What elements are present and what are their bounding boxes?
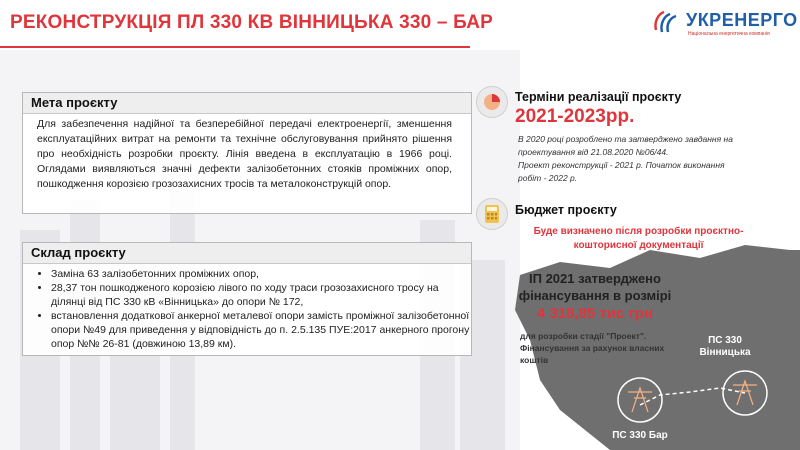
list-item: • 28,37 тон пошкодженого корозією лівого по ходу траси грозозахисного тросу на ділянці від ПС 330 кВ «Вінницька» до опори № 172,: [51, 281, 471, 309]
goal-heading: Мета проєкту: [31, 95, 118, 110]
pie-chart-icon: [476, 86, 508, 118]
page-title: РЕКОНСТРУКЦІЯ ПЛ 330 КВ ВІННИЦЬКА 330 – БАР: [10, 12, 494, 33]
goal-header: [23, 93, 471, 114]
budget-amount: 4 318,85 тис грн: [536, 305, 654, 322]
composition-heading: Склад проєкту: [31, 245, 126, 260]
terms-note-1: В 2020 році розроблено та затверджено завдання на проектування від 21.08.2020 №06/44.: [518, 134, 733, 157]
goal-text: Для забезпечення надійної та безперебійної передачі електроенергії, зменшення експлуатаційних витрат на ремонти та технічне обслуговування прийнято рішення про необхідність розробки проєкту. Лінія введена в експлуатацію в 1966 році. Оглядами виявляються значні дефекти залізобетонних стояків проміжних опор, пошкодження корозією грозозахисних тросів та металоконструкцій опор.: [37, 118, 452, 190]
calculator-icon: [476, 198, 508, 230]
composition-list: [35, 267, 471, 351]
list-item: • встановлення додаткової анкерної металевої опори замість проміжної залізобетонної опори №49 для приведення у відповідність до п. 2.5.135 ПУЕ:2017 анкерного прогону опор №№ 26-81 (довжиною 13,89 км).: [51, 309, 471, 351]
composition-panel: [22, 242, 472, 356]
logo-mark-icon: [652, 8, 684, 36]
budget-purpose: для розробки стадії "Проект". Фінансування за рахунок власних коштів: [520, 331, 665, 365]
terms-note-2: Проект реконструкції - 2021 р. Початок виконання робіт - 2022 р.: [518, 160, 725, 183]
logo-tagline: Національна енергетична компанія: [688, 31, 770, 37]
company-logo: [652, 6, 798, 40]
composition-header: [23, 243, 471, 264]
title-underline: [0, 46, 470, 48]
budget-heading: Бюджет проєкту: [515, 203, 617, 217]
terms-heading: Терміни реалізації проєкту: [515, 90, 682, 104]
budget-ip-text: ІП 2021 затверджено фінансування в розмірі: [518, 271, 672, 303]
substation-vinnytsia-label: ПС 330 Вінницька: [699, 335, 751, 358]
budget-note: Буде визначено після розробки проєктно-кошторисної документації: [533, 226, 744, 251]
goal-panel: [22, 92, 472, 214]
list-item: • Заміна 63 залізобетонних проміжних опор,: [51, 267, 471, 281]
terms-years: 2021-2023рр.: [515, 106, 635, 127]
logo-brand: УКРЕНЕРГО: [686, 10, 798, 30]
substation-bar-label: ПС 330 Бар: [612, 430, 668, 441]
